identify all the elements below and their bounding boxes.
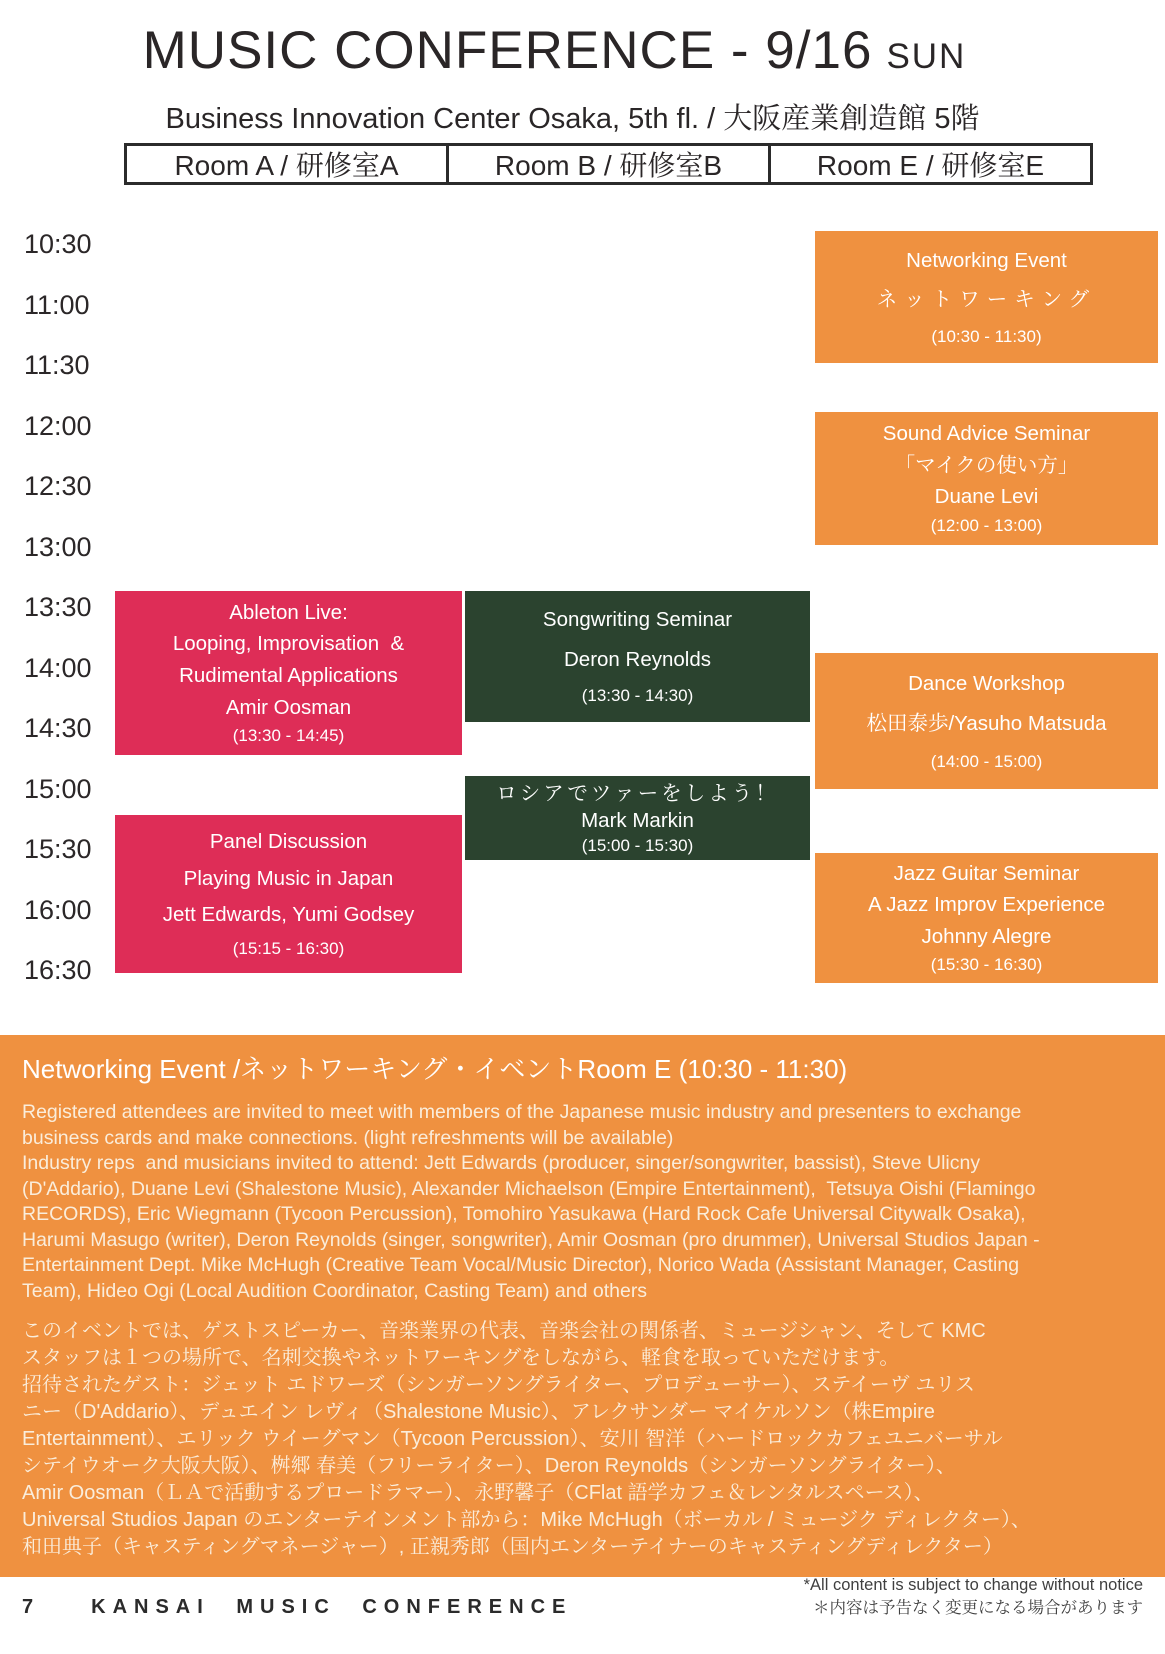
info-text-line-en: (D'Addario), Duane Levi (Shalestone Music), Alexander Michaelson (Empire Entertainment), Tetsuya Oishi (Flamingo [22, 1177, 1036, 1200]
info-text-line-jp: Entertainment）、エリック ウイーグマン（Tycoon Percussion）、安川 智洋（ハードロックカフェユニバーサル [22, 1428, 1003, 1450]
footer-notes [804, 1574, 1143, 1620]
event-time-range: (15:15 - 16:30) [232, 939, 345, 959]
info-text-line-jp: ニー（D'Addario）、デュエイン レヴィ（Shalestone Music）、アレクサンダー マイケルソン（株Empire [22, 1401, 935, 1423]
info-paragraph-japanese [22, 1318, 1143, 1561]
event-title-line: Jett Edwards, Yumi Godsey [162, 903, 415, 927]
event-title-line: Playing Music in Japan [183, 866, 394, 890]
info-text-line-jp: 招待されたゲスト：ジェット エドワーズ（シンガーソングライター、プロデューサー）、ステイーヴ ユリス [22, 1374, 976, 1396]
event-russia-tour [465, 776, 810, 860]
time-label: 13:30 [24, 592, 92, 622]
info-text-line-en: business cards and make connections. (light refreshments will be available) [22, 1126, 674, 1149]
room-header-row [124, 143, 1093, 185]
time-label: 15:00 [24, 773, 92, 804]
disclaimer-japanese: ＊内容は予告なく変更になる場合があります [813, 1599, 1143, 1617]
event-title-line: Jazz Guitar Seminar [893, 862, 1080, 886]
time-label: 12:00 [24, 410, 92, 441]
room-header-room-e: Room E / 研修室E [768, 146, 1090, 182]
event-title-line: Deron Reynolds [564, 647, 711, 671]
footer-brand [22, 1596, 572, 1619]
event-time-range: (15:30 - 16:30) [930, 954, 1043, 974]
time-label: 16:00 [24, 894, 92, 925]
info-text-line-jp: このイベントでは、ゲストスピーカー、音楽業界の代表、音楽会社の関係者、ミュージシャン、そして KMC [22, 1320, 986, 1342]
info-text-line-en: RECORDS), Eric Wiegmann (Tycoon Percussion), Tomohiro Yasukawa (Hard Rock Cafe Universal Citywalk Osaka), [22, 1203, 1026, 1225]
info-text-line-jp: シテイウオーク大阪大阪）、桝郷 春美（フリーライター）、Deron Reynolds（シンガーソングライター）、 [22, 1455, 956, 1477]
event-panel [115, 815, 462, 973]
info-paragraph-english [22, 1100, 1143, 1304]
time-label: 15:30 [24, 834, 92, 864]
event-jazz-guitar [815, 853, 1158, 983]
event-title-line: 「マイクの使い方」 [894, 453, 1079, 477]
info-text-line-en: Entertainment Dept. Mike McHugh (Creative Team Vocal/Music Director), Norico Wada (Assistant Manager, Casting [22, 1254, 1020, 1276]
info-text-line-en: Team), Hideo Ogi (Local Audition Coordinator, Casting Team) and others [22, 1279, 648, 1302]
disclaimer-english: *All content is subject to change without notice [803, 1576, 1143, 1594]
networking-info-section [0, 1035, 1165, 1577]
page-number: 7 [22, 1596, 34, 1618]
time-label: 14:00 [24, 652, 92, 683]
event-time-range: (14:00 - 15:00) [930, 751, 1043, 771]
event-title-line: Amir Oosman [225, 695, 352, 719]
info-text-line-jp: スタッフは１つの場所で、名刺交換やネットワーキングをしながら、軽食を取っていただけます。 [22, 1347, 900, 1369]
info-text-line-en: Harumi Masugo (writer), Deron Reynolds (singer, songwriter), Amir Oosman (pro drummer), Universal Studios Japan - [22, 1228, 1040, 1251]
info-text-line-en: Registered attendees are invited to meet with members of the Japanese music industry and presenters to exchange [22, 1101, 1022, 1123]
time-label: 16:30 [24, 955, 92, 985]
info-heading: Networking Event /ネットワーキング・イベントRoom E (10:30 - 11:30) [22, 1054, 848, 1084]
event-title-line: ネットワーキング [876, 288, 1097, 311]
event-title-line: Panel Discussion [209, 829, 368, 853]
event-title-line: Duane Levi [934, 485, 1039, 509]
room-header-room-b: Room B / 研修室B [446, 146, 768, 182]
page-title [0, 20, 1137, 81]
event-title-line: ロシアでツァーをしよう！ [496, 781, 779, 805]
event-title-line: Johnny Alegre [921, 924, 1052, 948]
time-label: 14:30 [24, 713, 92, 743]
info-text-line-en: Industry reps and musicians invited to attend: Jett Edwards (producer, singer/songwriter, bassist), Steve Ulicny [22, 1152, 981, 1174]
event-title-line: Ableton Live: [229, 600, 348, 624]
room-header-room-a: Room A / 研修室A [174, 150, 399, 181]
info-text-line-jp: Amir Oosman（ＬＡで活動するプロードラマー）、永野馨子（CFlat 語学カフェ＆レンタルスペース）、 [22, 1482, 934, 1504]
event-title-line: Rudimental Applications [179, 663, 398, 687]
info-text-line-jp: 和田典子（キャスティングマネージャー）, 正親秀郎（国内エンターテイナーのキャスティングディレクター） [22, 1536, 1003, 1558]
event-title-line: 松田泰歩/Yasuho Matsuda [866, 712, 1107, 735]
page-title-main: MUSIC CONFERENCE - 9/16 [142, 21, 873, 80]
event-networking [815, 231, 1158, 363]
event-ableton [115, 591, 462, 755]
event-dance [815, 653, 1158, 789]
event-title-line: Dance Workshop [908, 671, 1065, 695]
event-time-range: (10:30 - 11:30) [931, 326, 1042, 346]
event-title-line: Looping, Improvisation & [172, 632, 405, 656]
event-time-range: (15:00 - 15:30) [581, 835, 694, 855]
venue-subtitle: Business Innovation Center Osaka, 5th fl. / 大阪産業創造館 5階 [165, 103, 980, 135]
event-sound-advice [815, 412, 1158, 545]
time-label: 11:00 [24, 289, 90, 320]
event-title-line: Sound Advice Seminar [882, 421, 1091, 445]
event-title-line: Mark Markin [581, 809, 694, 832]
page-title-day: SUN [886, 37, 967, 76]
event-title-line: Networking Event [906, 248, 1067, 272]
event-songwriting [465, 591, 810, 722]
event-title-line: Songwriting Seminar [542, 608, 733, 632]
event-time-range: (13:30 - 14:30) [581, 685, 694, 705]
event-title-line: A Jazz Improv Experience [868, 893, 1105, 917]
time-label: 10:30 [24, 229, 92, 259]
time-label: 13:00 [24, 531, 92, 562]
event-time-range: (12:00 - 13:00) [930, 516, 1043, 536]
time-label: 11:30 [24, 350, 90, 380]
event-time-range: (13:30 - 14:45) [232, 726, 345, 746]
info-text-line-jp: Universal Studios Japan のエンターテインメント部から：Mike McHugh（ボーカル / ミュージク ディレクター）、 [22, 1509, 1031, 1531]
brand-name: KANSAI MUSIC CONFERENCE [91, 1596, 573, 1618]
time-label: 12:30 [24, 471, 92, 501]
